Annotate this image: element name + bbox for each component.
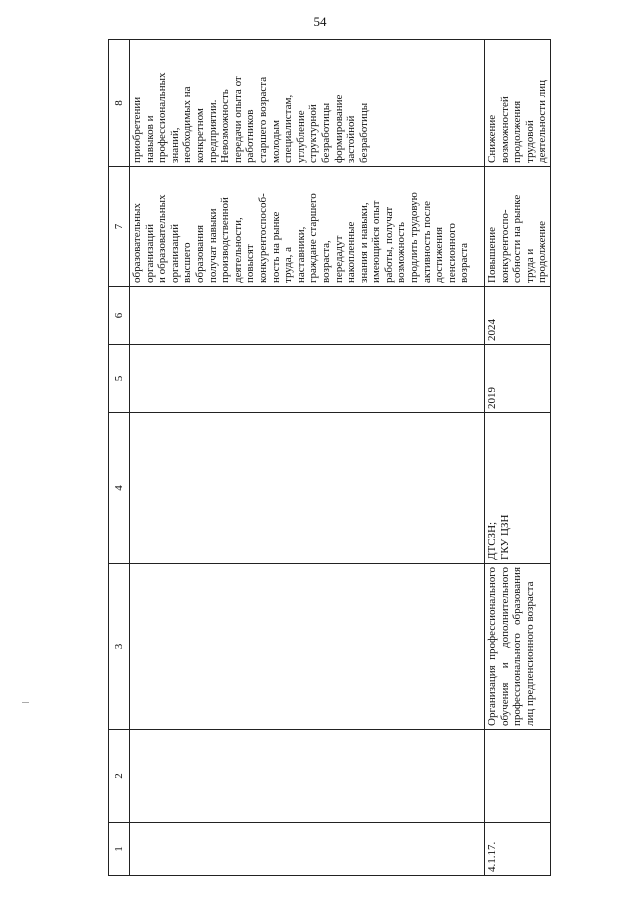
cell-expected-result: Повышение конкурентоспо- собности на рынке труда и продолжение [485,167,551,287]
cell-start-year [130,345,485,413]
column-header: 4 [109,413,130,564]
column-header: 1 [109,823,130,876]
cell-measure: Организация профессионального обучения и дополнительного профессионального образования лиц предпенсионного возраста [485,564,551,730]
cell-col2 [130,730,485,823]
cell-end-year: 2024 [485,287,551,345]
rotated-table-sheet [108,40,549,876]
cell-executor: ДТСЗН; ГКУ ЦЗН [485,413,551,564]
column-header: 5 [109,345,130,413]
cell-risk: Снижение возможностей продолжения трудовой деятельности лиц [485,40,551,167]
cell-measure [130,564,485,730]
scan-mark [22,702,29,703]
page-number: 54 [313,14,327,29]
table-row [130,40,485,876]
cell-end-year [130,287,485,345]
cell-item-number [130,823,485,876]
column-number-row [109,40,130,876]
cell-expected-result: образовательных организаций и образовательных организаций высшего образования получат навыки производственной деятельности, повысят конкурентоспособ- ность на рынке труда, а наставники, граждане старшего возраста, передадут накопленные знания и навыки, имеющийся опыт работы, получат возможность продлить трудовую активность после достижения пенсионного возраста [130,167,485,287]
cell-executor [130,413,485,564]
column-header: 2 [109,730,130,823]
cell-start-year: 2019 [485,345,551,413]
column-header: 6 [109,287,130,345]
column-header: 7 [109,167,130,287]
cell-risk: приобретении навыков и профессиональных знаний, необходимых на конкретном предприятии. Невозможность передачи опыта от работников старшего возраста молодым специалистам, углубление структурной безработицы формирование застойной безработицы [130,40,485,167]
measures-table [108,39,551,876]
table-row [485,40,551,876]
cell-col2 [485,730,551,823]
cell-item-number: 4.1.17. [485,823,551,876]
column-header: 3 [109,564,130,730]
column-header: 8 [109,40,130,167]
